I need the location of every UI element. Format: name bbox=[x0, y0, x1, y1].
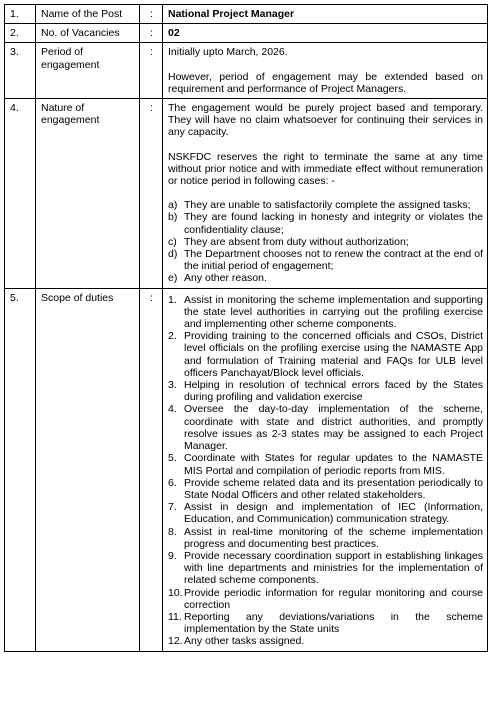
vacancies-value: 02 bbox=[163, 24, 488, 43]
list-item bbox=[168, 550, 483, 587]
list-text: Provide scheme related data and its presentation periodically to State Nodal Officers and other related stakeholders. bbox=[184, 476, 483, 501]
list-text: They are found lacking in honesty and integrity or violates the confidentiality clause; bbox=[184, 211, 483, 236]
list-text: Helping in resolution of technical errors faced by the States during profiling and validation exercise bbox=[184, 379, 483, 404]
table-row-post-name bbox=[5, 5, 488, 24]
list-marker: 8. bbox=[168, 525, 177, 538]
post-name-value: National Project Manager bbox=[163, 5, 488, 24]
list-marker: 5. bbox=[168, 452, 177, 465]
list-item bbox=[168, 452, 483, 476]
list-marker: 11. bbox=[168, 610, 182, 623]
list-marker: 3. bbox=[168, 379, 177, 392]
list-item bbox=[168, 635, 483, 647]
row-label: Scope of duties bbox=[36, 288, 140, 651]
row-number: 5. bbox=[5, 288, 36, 651]
list-marker: 7. bbox=[168, 501, 177, 514]
nature-value bbox=[163, 99, 488, 289]
list-marker: d) bbox=[168, 248, 178, 261]
table-row-period bbox=[5, 43, 488, 99]
list-marker: 9. bbox=[168, 549, 177, 562]
list-item bbox=[168, 403, 483, 452]
row-number: 1. bbox=[5, 5, 36, 24]
duties-list bbox=[168, 294, 483, 648]
list-text: Provide necessary coordination support in establishing linkages with line departments and ministries for the implementation of related scheme components. bbox=[184, 549, 483, 587]
list-marker: 12. bbox=[168, 635, 183, 648]
list-marker: b) bbox=[168, 211, 178, 224]
row-colon: : bbox=[140, 24, 163, 43]
row-number: 2. bbox=[5, 24, 36, 43]
list-text: Reporting any deviations/variations in the scheme implementation by the State units bbox=[184, 610, 483, 636]
list-item bbox=[168, 526, 483, 550]
list-text: Any other reason. bbox=[184, 272, 267, 285]
list-marker: 1. bbox=[168, 293, 177, 306]
row-label: Name of the Post bbox=[36, 5, 140, 24]
list-item bbox=[168, 294, 483, 331]
list-marker: 6. bbox=[168, 476, 177, 489]
list-text: Assist in real-time monitoring of the scheme implementation progress and documenting best practices. bbox=[184, 525, 483, 550]
list-text: Oversee the day-to-day implementation of the scheme, coordinate with state and district authorities, and promptly resolve issues as 2-3 states may be assigned to each Project Manager. bbox=[184, 403, 483, 453]
list-item bbox=[168, 330, 483, 379]
row-label: Nature of engagement bbox=[36, 99, 140, 289]
row-colon: : bbox=[140, 43, 163, 99]
list-marker: e) bbox=[168, 272, 178, 285]
scope-value bbox=[163, 288, 488, 651]
list-item bbox=[168, 272, 483, 284]
list-item bbox=[168, 379, 483, 403]
list-item bbox=[168, 477, 483, 501]
list-marker: 4. bbox=[168, 403, 177, 416]
list-marker: 2. bbox=[168, 330, 177, 343]
list-text: Provide periodic information for regular monitoring and course correction bbox=[184, 586, 483, 611]
row-label: No. of Vacancies bbox=[36, 24, 140, 43]
row-number: 3. bbox=[5, 43, 36, 99]
list-text: Coordinate with States for regular updates to the NAMASTE MIS Portal and compilation of periodic reports from MIS. bbox=[184, 452, 483, 477]
list-item bbox=[168, 587, 483, 611]
list-item bbox=[168, 211, 483, 235]
nature-paragraph: The engagement would be purely project based and temporary. They will have no claim whatsoever for continuing their services in any capacity. bbox=[168, 102, 483, 139]
table-row-vacancies bbox=[5, 24, 488, 43]
period-paragraph: Initially upto March, 2026. bbox=[168, 46, 288, 59]
list-item bbox=[168, 248, 483, 272]
list-marker: 10. bbox=[168, 586, 183, 599]
row-number: 4. bbox=[5, 99, 36, 289]
job-details-table bbox=[4, 4, 488, 652]
list-item bbox=[168, 501, 483, 525]
list-text: Assist in design and implementation of IEC (Information, Education, and Communication) communication strategy. bbox=[184, 501, 483, 526]
period-value bbox=[163, 43, 488, 99]
list-marker: a) bbox=[168, 199, 178, 212]
row-colon: : bbox=[140, 288, 163, 651]
list-text: They are unable to satisfactorily complete the assigned tasks; bbox=[184, 199, 471, 212]
list-item bbox=[168, 199, 483, 211]
list-marker: c) bbox=[168, 235, 177, 248]
list-text: Any other tasks assigned. bbox=[184, 635, 305, 648]
period-paragraph: However, period of engagement may be extended based on requirement and performance of Project Managers. bbox=[168, 70, 483, 95]
list-text: Assist in monitoring the scheme implementation and supporting the state level authorities in carrying out the profiling exercise and implementing other scheme components. bbox=[184, 293, 483, 331]
table-row-nature bbox=[5, 99, 488, 289]
list-item bbox=[168, 611, 483, 635]
row-colon: : bbox=[140, 5, 163, 24]
list-item bbox=[168, 236, 483, 248]
row-label: Period of engagement bbox=[36, 43, 140, 99]
termination-cases-list bbox=[168, 199, 483, 284]
table-row-scope bbox=[5, 288, 488, 651]
nature-paragraph: NSKFDC reserves the right to terminate the same at any time without prior notice and with immediate effect without remuneration or notice period in following cases: - bbox=[168, 150, 483, 188]
list-text: The Department chooses not to renew the contract at the end of the initial period of engagement; bbox=[184, 248, 483, 273]
list-text: They are absent from duty without authorization; bbox=[184, 235, 409, 248]
list-text: Providing training to the concerned officials and CSOs, District level officials on the profiling exercise using the NAMASTE App and formulation of Training material and FAQs for ULB level officers Panchayat/Block level officials. bbox=[184, 330, 483, 379]
row-colon: : bbox=[140, 99, 163, 289]
